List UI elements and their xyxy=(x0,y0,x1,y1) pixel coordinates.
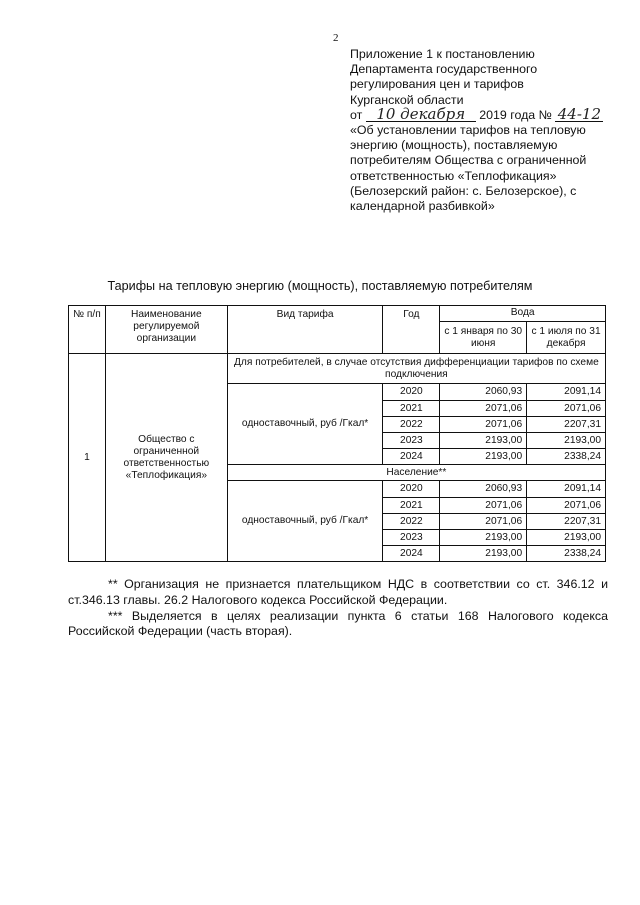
tariff-value-h2: 2193,00 xyxy=(527,530,606,546)
tariff-value-h2: 2207,31 xyxy=(527,514,606,530)
appendix-subject-line: энергию (мощность), поставляемую xyxy=(350,138,558,153)
year-cell: 2020 xyxy=(383,384,440,401)
appendix-subject-line: календарной разбивкой» xyxy=(350,199,495,214)
tariff-value-h2: 2193,00 xyxy=(527,433,606,449)
appendix-line: Приложение 1 к постановлению xyxy=(350,47,535,61)
group-label: Население** xyxy=(227,465,605,481)
tariff-value-h2: 2091,14 xyxy=(527,481,606,498)
organization-name: Общество с ограниченной ответственностью «Теплофикация» xyxy=(105,354,227,562)
appendix-line: регулирования цен и тарифов xyxy=(350,77,524,92)
appendix-subject-line: ответственностью «Теплофикация» xyxy=(350,168,557,183)
tariff-value-h2: 2338,24 xyxy=(527,449,606,465)
tariff-value-h1: 2071,06 xyxy=(440,498,527,514)
tariff-value-h1: 2193,00 xyxy=(440,530,527,546)
appendix-date-line xyxy=(350,104,612,123)
row-number: 1 xyxy=(69,354,106,562)
header-period-2: с 1 июля по 31 декабря xyxy=(527,322,606,354)
header-tariff-type: Вид тарифа xyxy=(227,306,383,354)
header-org: Наименование регулируемой организации xyxy=(105,306,227,354)
year-cell: 2024 xyxy=(383,546,440,562)
appendix-subject-line: потребителям Общества с ограниченной xyxy=(350,153,587,168)
year-cell: 2023 xyxy=(383,530,440,546)
tariff-value-h2: 2091,14 xyxy=(527,384,606,401)
page-number: 2 xyxy=(333,32,339,44)
handwritten-doc-number: 44-12 xyxy=(555,108,603,122)
tariff-table xyxy=(68,305,606,562)
appendix-line: Курганской области xyxy=(350,92,464,107)
tariff-value-h2: 2338,24 xyxy=(527,546,606,562)
table-title: Тарифы на тепловую энергию (мощность), поставляемую потребителям xyxy=(107,279,533,293)
date-year: 2019 года № xyxy=(479,107,552,122)
year-cell: 2020 xyxy=(383,481,440,498)
tariff-value-h2: 2207,31 xyxy=(527,417,606,433)
appendix-subject-line: «Об установлении тарифов на тепловую xyxy=(350,123,586,138)
date-prefix: от xyxy=(350,107,363,122)
year-cell: 2021 xyxy=(383,401,440,417)
appendix-line: Департамента государственного xyxy=(350,62,538,77)
appendix-header xyxy=(350,47,612,214)
handwritten-date: 10 декабря xyxy=(366,108,476,122)
year-cell: 2022 xyxy=(383,514,440,530)
appendix-subject-line: (Белозерский район: с. Белозерское), с xyxy=(350,183,577,198)
tariff-value-h1: 2193,00 xyxy=(440,433,527,449)
tariff-value-h2: 2071,06 xyxy=(527,498,606,514)
tariff-type: одноставочный, руб /Гкал* xyxy=(227,481,383,562)
year-cell: 2024 xyxy=(383,449,440,465)
footnotes xyxy=(68,577,608,640)
tariff-type: одноставочный, руб /Гкал* xyxy=(227,384,383,465)
year-cell: 2021 xyxy=(383,498,440,514)
header-year: Год xyxy=(383,306,440,354)
year-cell: 2023 xyxy=(383,433,440,449)
header-period-1: с 1 января по 30 июня xyxy=(440,322,527,354)
header-num: № п/п xyxy=(69,306,106,354)
year-cell: 2022 xyxy=(383,417,440,433)
tariff-value-h1: 2193,00 xyxy=(440,546,527,562)
tariff-value-h1: 2193,00 xyxy=(440,449,527,465)
tariff-value-h1: 2071,06 xyxy=(440,417,527,433)
tariff-value-h2: 2071,06 xyxy=(527,401,606,417)
footnote-allocation: *** Выделяется в целях реализации пункта 6 статьи 168 Налогового кодекса Российской Федерации (часть вторая). xyxy=(68,608,608,639)
footnote-vat: ** Организация не признается плательщиком НДС в соответствии со ст. 346.12 и ст.346.13 главы. 26.2 Налогового кодекса Российской Федерации. xyxy=(68,577,608,607)
header-water: Вода xyxy=(440,306,606,322)
tariff-value-h1: 2071,06 xyxy=(440,514,527,530)
tariff-value-h1: 2071,06 xyxy=(440,401,527,417)
tariff-value-h1: 2060,93 xyxy=(440,384,527,401)
group-label: Для потребителей, в случае отсутствия дифференциации тарифов по схеме подключения xyxy=(227,354,605,384)
tariff-value-h1: 2060,93 xyxy=(440,481,527,498)
